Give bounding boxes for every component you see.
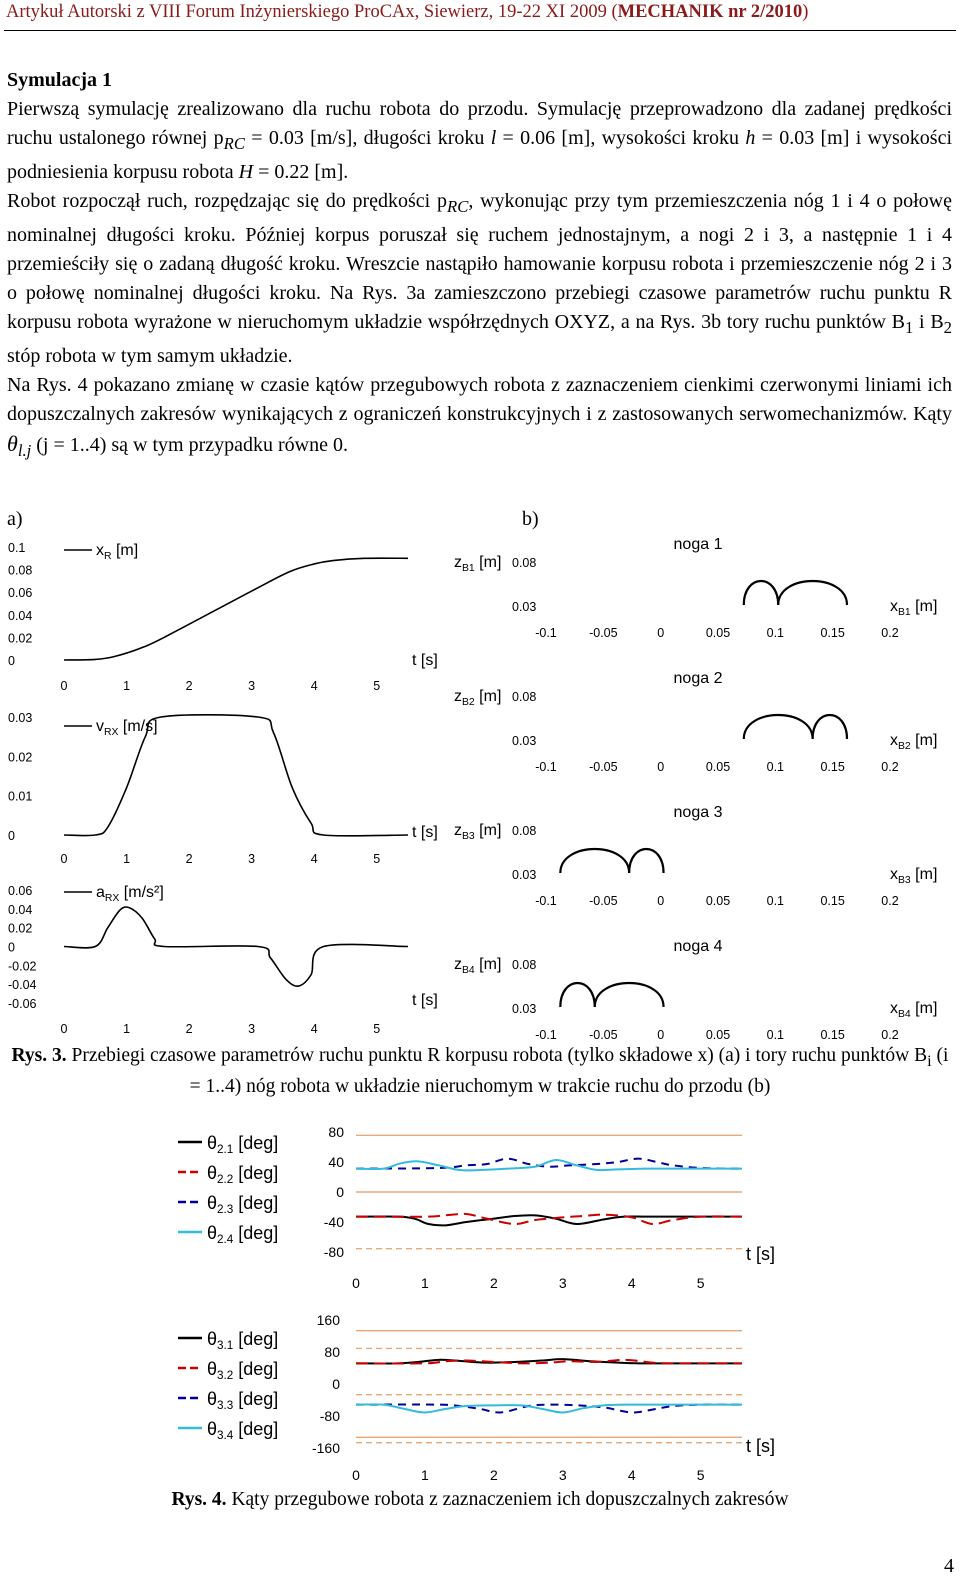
b2-ytick-bottom: 0.03 xyxy=(512,868,537,882)
a0-ylabel: $x_R$ [m] xyxy=(96,542,139,562)
f4-0-series-2.3 xyxy=(356,1159,742,1169)
b0-xtick: 0.2 xyxy=(881,626,899,640)
fig4-caption-text: Kąty przegubowe robota z zaznaczeniem ich dopuszczalnych zakresów xyxy=(226,1489,789,1510)
f4-0-xtick: 4 xyxy=(627,1275,636,1291)
b2-xtick: 0 xyxy=(657,894,665,908)
b3-xtick: 0.15 xyxy=(820,1028,845,1042)
b3-xtick: -0.1 xyxy=(535,1028,557,1042)
b3-ytick-top: 0.08 xyxy=(512,958,537,972)
f4-0-legend-label: $\theta_{2.3}$ [deg] xyxy=(207,1193,279,1216)
b3-xtick: 0 xyxy=(657,1028,665,1042)
f4-0-xtick: 5 xyxy=(696,1275,705,1291)
p2-sub: RC xyxy=(447,197,469,216)
p3-text: Na Rys. 4 pokazano zmianę w czasie kątów przegubowych robota z zaznaczeniem cienkimi czerwonymi liniami ich dopuszczalnych zakresów wynikających z ograniczeń konstrukcyjnych i z zastosowanych serwomechanizmów. Kąty xyxy=(7,374,952,425)
b1-xtick: 0.05 xyxy=(705,760,731,774)
b3-title: noga 4 xyxy=(673,938,723,955)
p3-theta: θ xyxy=(7,431,18,456)
f4-1-ytick: 160 xyxy=(316,1312,340,1328)
f4-1-xtick: 5 xyxy=(696,1467,705,1483)
f4-1-xtick: 2 xyxy=(489,1467,498,1483)
a2-ytick: 0 xyxy=(8,940,15,955)
b3-xtick: 0.2 xyxy=(881,1028,899,1042)
article-body xyxy=(7,66,952,465)
a0-xtick: 1 xyxy=(123,679,131,693)
f4-0-xtick: 2 xyxy=(489,1275,498,1291)
f4-0-ytick: -80 xyxy=(323,1244,344,1260)
fig3-caption-label: Rys. 3. xyxy=(11,1045,67,1066)
a1-ytick: 0.01 xyxy=(8,789,33,804)
a2-xlabel: t [s] xyxy=(412,992,438,1009)
a0-ytick: 0.02 xyxy=(8,631,33,646)
a0-xtick: 4 xyxy=(310,679,318,693)
a2-ylabel: $a_{RX}$ [m/s²] xyxy=(96,884,164,904)
b1-xtick: -0.05 xyxy=(589,760,618,774)
fig4-caption-label: Rys. 4. xyxy=(171,1489,227,1510)
a2-ytick: -0.02 xyxy=(8,959,37,974)
b2-xtick: 0.1 xyxy=(766,894,785,908)
b2-arc xyxy=(560,849,629,873)
b0-xtick: 0.15 xyxy=(820,626,845,640)
b2-xtick: -0.05 xyxy=(589,894,618,908)
a2-ytick: 0.02 xyxy=(8,921,33,936)
a1-xtick: 4 xyxy=(310,852,318,866)
fig3-caption xyxy=(4,1043,956,1100)
a0-xtick: 3 xyxy=(248,679,256,693)
f4-0-xtick: 3 xyxy=(558,1275,567,1291)
fig3-label-b: b) xyxy=(522,508,539,530)
b0-xtick: -0.05 xyxy=(589,626,618,640)
b3-xtick: 0.05 xyxy=(705,1028,731,1042)
b1-arc xyxy=(813,715,847,739)
f4-1-xtick: 3 xyxy=(558,1467,567,1483)
b3-ylabel: $z_{B4}$ [m] xyxy=(454,956,502,976)
a0-ytick: 0.04 xyxy=(8,608,33,623)
fig3-caption-end: (i = 1..4) nóg robota w układzie nieruchomym w trakcie ruchu do przodu (b) xyxy=(189,1045,949,1097)
b2-xlabel: $x_{B3}$ [m] xyxy=(890,866,938,886)
header-suffix: ) xyxy=(802,2,809,22)
b0-xtick: 0.05 xyxy=(705,626,731,640)
f4-1-xtick: 4 xyxy=(627,1467,636,1483)
b0-ytick-bottom: 0.03 xyxy=(512,600,537,614)
a1-xtick: 1 xyxy=(123,852,131,866)
a2-xtick: 3 xyxy=(248,1022,256,1036)
f4-1-xtick: 0 xyxy=(352,1467,360,1483)
b1-arc xyxy=(744,715,813,739)
b1-title: noga 2 xyxy=(673,670,723,687)
a1-xlabel: t [s] xyxy=(412,824,438,841)
b2-xtick: 0.05 xyxy=(705,894,731,908)
f4-1-ytick: 80 xyxy=(324,1344,340,1360)
p2-text: Robot rozpoczął ruch, rozpędzając się do prędkości p xyxy=(7,190,448,212)
a0-xtick: 2 xyxy=(185,679,193,693)
f4-0-ytick: 0 xyxy=(336,1184,344,1200)
b3-xlabel: $x_{B4}$ [m] xyxy=(890,1000,938,1020)
p2-end: stóp robota w tym samym układzie. xyxy=(7,345,293,367)
f4-1-ytick: 0 xyxy=(332,1376,340,1392)
figure-3a xyxy=(0,525,460,1045)
b2-xtick: 0.15 xyxy=(820,894,845,908)
a1-xtick: 2 xyxy=(185,852,193,866)
b0-xtick: 0 xyxy=(657,626,665,640)
a0-ytick: 0 xyxy=(8,654,15,668)
a2-xtick: 5 xyxy=(373,1022,381,1036)
b1-xtick: 0.1 xyxy=(766,760,785,774)
b2-xtick: 0.2 xyxy=(881,894,899,908)
a2-xtick: 1 xyxy=(123,1022,131,1036)
a0-xtick: 5 xyxy=(373,679,381,693)
a1-ytick: 0.03 xyxy=(8,711,33,725)
a1-ytick: 0 xyxy=(8,829,15,843)
fig3-label-a: a) xyxy=(7,508,23,530)
f4-0-ytick: 40 xyxy=(328,1154,344,1170)
b1-xtick: -0.1 xyxy=(535,760,557,774)
f4-1-ytick: -160 xyxy=(311,1440,340,1456)
p1-h: h xyxy=(745,127,756,149)
a0-xtick: 0 xyxy=(60,679,68,693)
p3-end: (j = 1..4) są w tym przypadku równe 0. xyxy=(31,434,349,456)
a2-ytick: -0.06 xyxy=(8,997,37,1011)
f4-0-legend-label: $\theta_{2.2}$ [deg] xyxy=(207,1163,279,1186)
a0-series-line xyxy=(64,558,408,660)
b2-arc xyxy=(629,849,663,873)
b3-xtick: -0.05 xyxy=(589,1028,618,1042)
page-number: 4 xyxy=(944,1555,954,1577)
paragraph-2 xyxy=(7,187,952,371)
b1-ytick-bottom: 0.03 xyxy=(512,734,537,748)
p2-sub2: 2 xyxy=(943,318,952,337)
f4-1-legend-label: $\theta_{3.4}$ [deg] xyxy=(207,1419,279,1442)
fig3-caption-sub: i xyxy=(927,1051,932,1070)
header-rule xyxy=(4,30,956,31)
b0-title: noga 1 xyxy=(673,536,723,553)
f4-1-legend-label: $\theta_{3.1}$ [deg] xyxy=(207,1329,279,1352)
f4-0-legend-label: $\theta_{2.1}$ [deg] xyxy=(207,1133,279,1156)
b1-xtick: 0 xyxy=(657,760,665,774)
f4-1-ytick: -80 xyxy=(319,1408,340,1424)
a2-xtick: 0 xyxy=(60,1022,68,1036)
fig4-caption xyxy=(0,1487,960,1513)
a1-xtick: 0 xyxy=(60,852,68,866)
f4-1-legend-label: $\theta_{3.2}$ [deg] xyxy=(207,1359,279,1382)
f4-1-legend-label: $\theta_{3.3}$ [deg] xyxy=(207,1389,279,1412)
b1-xtick: 0.2 xyxy=(881,760,899,774)
p1-l: l xyxy=(490,127,497,149)
fig3-caption-text: Przebiegi czasowe parametrów ruchu punktu R korpusu robota (tylko składowe x) (a) i tory ruchu punktów B xyxy=(66,1045,928,1066)
a0-xlabel: t [s] xyxy=(412,652,438,669)
p2-mid: i B xyxy=(913,311,944,333)
a2-ytick: 0.04 xyxy=(8,902,33,917)
paragraph-1 xyxy=(7,95,952,187)
p1-rest: = 0.03 [m/s], długości kroku xyxy=(244,127,491,149)
paragraph-3 xyxy=(7,371,952,465)
figure-4 xyxy=(0,1108,960,1498)
b0-ytick-top: 0.08 xyxy=(512,556,537,570)
p1-rest2: = 0.06 [m], wysokości kroku xyxy=(496,127,746,149)
a0-ytick: 0.06 xyxy=(8,586,33,601)
b1-ytick-top: 0.08 xyxy=(512,690,537,704)
a2-ytick: -0.04 xyxy=(8,978,37,993)
a0-ytick: 0.08 xyxy=(8,563,33,578)
b2-ylabel: $z_{B3}$ [m] xyxy=(454,822,502,842)
f4-0-xtick: 0 xyxy=(352,1275,360,1291)
a2-xtick: 2 xyxy=(185,1022,193,1036)
b0-arc xyxy=(744,581,778,605)
a1-ytick: 0.02 xyxy=(8,750,33,765)
b0-xlabel: $x_{B1}$ [m] xyxy=(890,598,938,618)
f4-0-ytick: -40 xyxy=(323,1214,344,1230)
b1-xlabel: $x_{B2}$ [m] xyxy=(890,732,938,752)
a2-xtick: 4 xyxy=(310,1022,318,1036)
f4-0-xlabel: t [s] xyxy=(746,1244,776,1264)
section-title: Symulacja 1 xyxy=(7,69,112,91)
p2-rest: , wykonując przy tym przemieszczenia nóg 1 i 4 o połowę nominalnej długości kroku. Później korpus poruszał się ruchem jednostajnym, a nogi 2 i 3, a następnie 1 i 4 przemieściły się o zadaną długość kroku. Wreszcie nastąpiło hamowanie korpusu robota i przemieszczenie nóg 2 i 3 o połowę nominalnej długości kroku. Na Rys. 3a zamieszczono przebiegi czasowe parametrów ruchu punktu R korpusu robota wyrażone w nieruchomym układzie współrzędnych OXYZ, a na Rys. 3b tory ruchu punktów B xyxy=(7,190,952,333)
f4-0-legend-label: $\theta_{2.4}$ [deg] xyxy=(207,1223,279,1246)
b0-xtick: -0.1 xyxy=(535,626,557,640)
p1-rest4: = 0.22 [m]. xyxy=(253,161,349,183)
b3-xtick: 0.1 xyxy=(766,1028,785,1042)
f4-1-series-3.4 xyxy=(356,1404,742,1412)
p1-text: Pierwszą symulację zrealizowano dla ruchu robota do przodu. Symulację przeprowadzono dla zadanej prędkości ruchu ustalonego równej p xyxy=(7,98,952,149)
b3-arc xyxy=(595,983,664,1007)
b2-ytick-top: 0.08 xyxy=(512,824,537,838)
b2-xtick: -0.1 xyxy=(535,894,557,908)
a1-xtick: 5 xyxy=(373,852,381,866)
p3-sub: l.j xyxy=(17,441,32,460)
b0-xtick: 0.1 xyxy=(766,626,785,640)
b3-arc xyxy=(560,983,594,1007)
b2-title: noga 3 xyxy=(673,804,723,821)
a1-ylabel: $v_{RX}$ [m/s] xyxy=(96,718,158,738)
p1-H: H xyxy=(238,161,254,183)
a1-xtick: 3 xyxy=(248,852,256,866)
f4-0-ytick: 80 xyxy=(328,1124,344,1140)
b3-ytick-bottom: 0.03 xyxy=(512,1002,537,1016)
header-prefix: Artykuł Autorski z VIII Forum Inżynierskiego ProCAx, Siewierz, 19-22 XI 2009 ( xyxy=(6,2,618,22)
a0-ytick: 0.1 xyxy=(8,541,26,555)
b1-ylabel: $z_{B2}$ [m] xyxy=(454,688,502,708)
b0-ylabel: $z_{B1}$ [m] xyxy=(454,554,502,574)
f4-1-xtick: 1 xyxy=(421,1467,429,1483)
running-header xyxy=(0,0,960,32)
a2-series-line xyxy=(64,907,408,986)
p1-sub: RC xyxy=(223,134,245,153)
figure-3b xyxy=(450,525,960,1045)
p2-sub1: 1 xyxy=(905,318,914,337)
b0-arc xyxy=(778,581,847,605)
f4-1-xlabel: t [s] xyxy=(746,1436,776,1456)
f4-0-xtick: 1 xyxy=(421,1275,429,1291)
b1-xtick: 0.15 xyxy=(820,760,845,774)
a2-ytick: 0.06 xyxy=(8,884,33,898)
header-journal: MECHANIK nr 2/2010 xyxy=(617,2,803,22)
p1-rest3: = 0.03 [m] i wysokości podniesienia korpusu robota xyxy=(7,127,952,183)
